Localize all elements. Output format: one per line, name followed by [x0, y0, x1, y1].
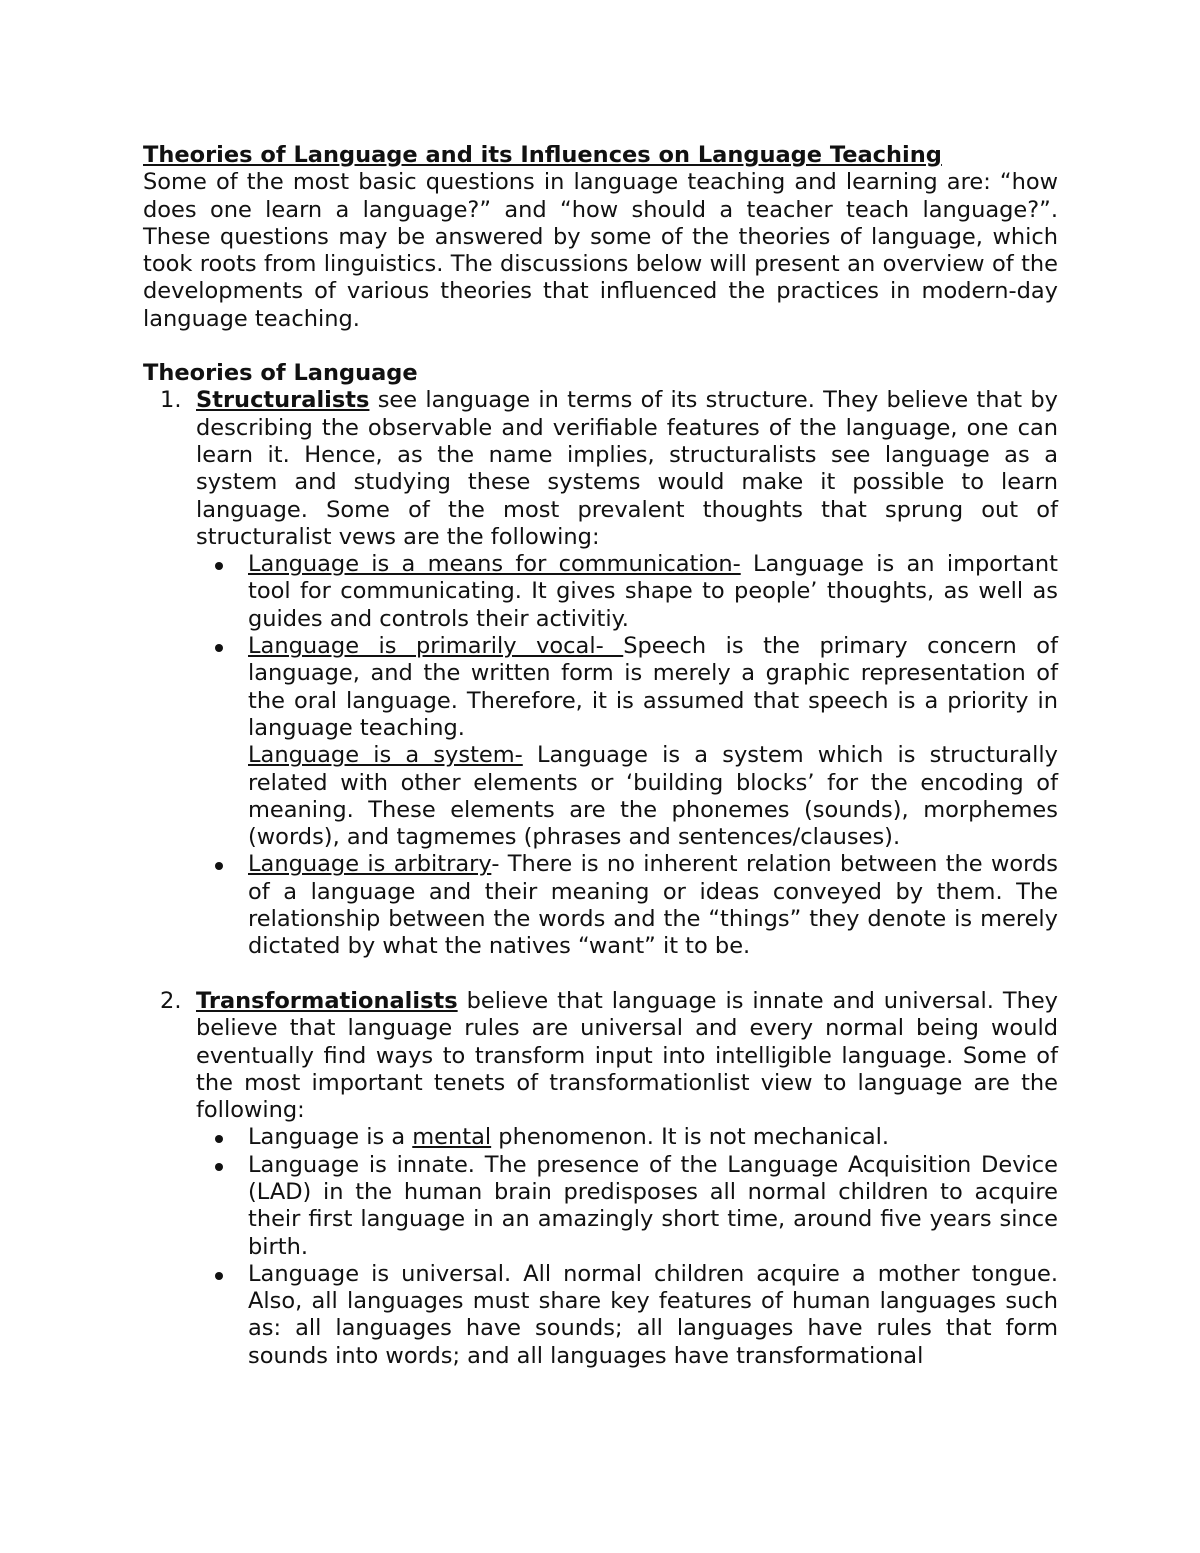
list-item-structuralists — [143, 387, 1058, 988]
bullet-item — [196, 1152, 1058, 1261]
document-page — [143, 142, 1058, 1370]
list-number: 1. — [160, 387, 182, 414]
bullet-text: Language is an important tool for communicating. It gives shape to people’ thoughts, as well as guides and controls their activitiy. — [248, 551, 1058, 632]
bullet-list — [196, 551, 1058, 960]
section-heading: Theories of Language — [143, 360, 418, 387]
bullet-paragraph — [248, 551, 1058, 633]
bullet-icon — [215, 1272, 223, 1280]
bullet-item — [196, 851, 1058, 960]
bullet-text: Language is a system which is structurally related with other elements or ‘building blocks’ for the encoding of meaning. These elements are the phonemes (sounds), morphemes (words), and tagmemes (phrases and sentences/clauses). — [248, 742, 1059, 851]
document-title: Theories of Language and its Influences on Language Teaching — [143, 142, 942, 168]
bullet-list — [196, 1124, 1058, 1370]
bullet-paragraph — [248, 851, 1058, 960]
spacer — [196, 961, 1058, 988]
bullet-label: mental — [412, 1124, 492, 1151]
intro-paragraph: Some of the most basic questions in language teaching and learning are: “how does one learn a language?” and “how should a teacher teach language?”. These questions may be answered by some of the theories of language, which took roots from linguistics. The discussions below will present an overview of the developments of various theories that influenced the practices in modern-day language teaching. — [143, 169, 1058, 332]
bullet-icon — [215, 644, 223, 652]
bullet-item — [196, 1261, 1058, 1370]
bullet-label: Language is primarily vocal- — [248, 633, 624, 660]
bullet-label: Language is a means for communication- — [248, 551, 741, 578]
bullet-paragraph — [248, 742, 1058, 851]
bullet-icon — [215, 1163, 223, 1171]
bullet-label: Language is arbitrary — [248, 851, 492, 878]
bullet-paragraph: Language is universal. All normal children acquire a mother tongue. Also, all languages must share key features of human languages such as: all languages have sounds; all languages have rules that form sounds into words; and all languages have transformational — [248, 1260, 1058, 1369]
bullet-text: Speech is the primary concern of language, and the written form is merely a graphic representation of the oral language. Therefore, it is assumed that speech is a priority in language teaching. — [248, 633, 1058, 741]
bullet-text: - There is no inherent relation between the words of a language and their meaning or ideas conveyed by them. The relationship between the words and the “things” they denote is merely dictated by what the natives “want” it to be. — [248, 851, 1059, 960]
theories-list — [143, 387, 1058, 1370]
bullet-item — [196, 551, 1058, 633]
item-text: see language in terms of its structure. They believe that by describing the observable and verifiable features of the language, one can learn it. Hence, as the name implies, structuralists see language as a system and studying these systems would make it possible to learn language. Some of the most prevalent thoughts that sprung out of structuralist vews are the following: — [196, 387, 1058, 550]
item-paragraph — [196, 988, 1058, 1124]
bullet-item — [196, 742, 1058, 851]
item-paragraph — [196, 387, 1058, 551]
bullet-label: Language is a system- — [248, 742, 523, 769]
bullet-paragraph: Language is innate. The presence of the Language Acquisition Device (LAD) in the human brain predisposes all normal children to acquire their first language in an amazingly short time, around five years since birth. — [248, 1151, 1058, 1260]
bullet-icon — [215, 1135, 223, 1143]
bullet-icon — [215, 562, 223, 570]
list-number: 2. — [160, 987, 182, 1014]
term-transformationalists: Transformationalists — [196, 987, 458, 1014]
bullet-paragraph — [248, 1124, 1058, 1151]
term-structuralists: Structuralists — [196, 387, 370, 414]
bullet-icon — [215, 862, 223, 870]
item-text: believe that language is innate and universal. They believe that language rules are universal and every normal being would eventually find ways to transform input into intelligible language. Some of the most important tenets of transformationlist view to language are the following: — [196, 987, 1058, 1124]
bullet-paragraph — [248, 633, 1058, 742]
bullet-item — [196, 1124, 1058, 1151]
bullet-text: phenomenon. It is not mechanical. — [491, 1124, 890, 1151]
list-item-transformationalists — [143, 988, 1058, 1370]
bullet-pre: Language is a — [248, 1124, 413, 1151]
bullet-item — [196, 633, 1058, 742]
